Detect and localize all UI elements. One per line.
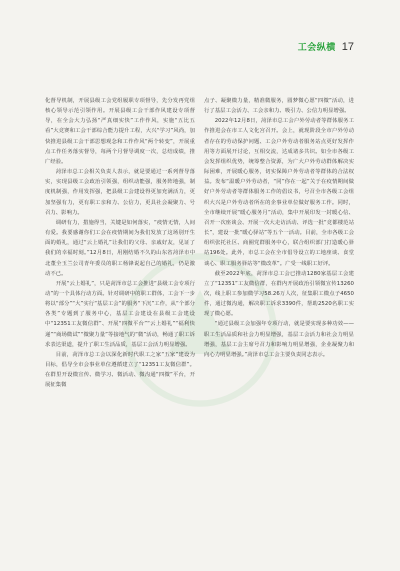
paragraph: 2022年12月8日，菏泽市总工会户外劳动者等群体服务工作推进会在市工人文化宫召开。会上，就现阶段全市户外劳动者存在的劳动保护问题、工会户外劳动者服务站点更好发挥作用等方面展开讨论，互相交流，达成诸多共识。如全市各级工会发挥组织优势，统筹整合资源，为广大户外劳动群体解决实际困难，开展暖心服务，切实保障户外劳动者等群体的合法权益。发布“温暖户外劳动者，“同”你在一起”关于在疫情期间做好户外劳动者等群体服务工作的倡议书，号召全市各级工会组织大兴是户外劳动者所在的企事业单位做好服务工作。同时，全市继续开展“暖心服务月”活动，集中开展印发一封暖心信、召开一次座谈会、开展一次大走访活动、评选一批“竞都楼范站长”，建设一批“暖心驿站”等五个一活动。目前，全市各级工会组织张托社区、商圈党群服务中心，联合组织部门打造暖心驿站196处。此外，市总工会在全市倡导设立的工地座谈、食堂谈心、职工服务驿站等“微改革”。广受一线职工好评。 [204,118,354,267]
paragraph: 目前，菏泽市总工会以深化新时代职工之家“五家”建设为目标，倡导全市会事业单位遵循建立了“12351工友微信群”。在群里开设微宣传、微学习、微活动、微沟通“四微”平台，开展征集微 [45,351,195,389]
paragraph: 菏泽市总工会相关负责人表示，就是要通过一系列督导落实，实现县级工会政治引领强，组织动能强，服务阵地强，制度机制强，作用发挥强，把县级工会建设得更加充满活力，更加坚强有力，更有职工亲和力、公信力，更具社会凝聚力、号召力、影响力。 [45,169,195,216]
paragraph: “通过县级工会加强年专项行动，就是要实现多种功效——职工生活品质和社会力明显增强，基层工会活力和社会力明显增强，基层工会主席号召力和影响力明显增强，企业凝聚力和向心力明显增强。”菏泽市总工会主要负责同志表示。 [204,321,354,358]
paragraph: 开展“云上婚礼”，只是菏泽市总工会推进“县级工会专项行动”的一个具体行动方面。针对调研中的职工群体，工会下一步将以“部分”“大”实行“基层工会”的服务“下沉”工作，从“个部分各类”专题到了服务中心，基层工会建设在县级工会建设中“12351工友微信群”、开展“四微平台”“云上婚礼”“福利快递”“商场微试”“微聚力量”等接地气的“微”活动，畅通了职工诉求表达渠道，提升了职工生活品质，基层工会活力明显增强。 [45,280,195,348]
paragraph: 点子、凝聚微力量，精准微服务，圆梦微心愿“四微”活动，进行了基层工会活力、工会亲和力、吸引力、公信力明显增强。 [204,98,354,115]
paragraph: 调研有力，措施得当，关键是如何落实，“疫情无情，人间有爱。我要感谢你们工会在疫情期间为我们发放了这场别开生面的婚礼，通过“云上婚礼”让我们的父母、亲戚好友，见证了我们的幸福时刻。”12月8日，用刚结婚不久的山东省菏泽市中北董全玉兰公司青年委员的职工杨锋说起自己的婚礼，仍是激动不已。 [45,219,195,277]
left-column [45,96,195,391]
page-header [298,40,354,53]
paragraph: 化督导机制，开展县级工会党组履职专项督导，先分发再党组核心领导示范引领作用。开展县级工会干部作风建设专项督导，在全会大力弘扬“严真细实快”工作作风，实施“五比五看”大竞赛和工会干部综合能力提升工程，大兴“学习”风尚，加快推进县级工会干部思想观念和工作作风“两个转变”，开展重点工作任务落实督导，每两个月督导调度一次，总结成绩，推广经验。 [45,98,195,165]
page-number: 17 [341,40,354,53]
section-title: 工会纵横 [297,43,336,53]
right-column [204,96,354,360]
paragraph: 截至2022年底，菏泽市总工会已推动1280家基层工会建立了“12351”工友微信群，在群内开展政治引领微宣传13260次，线上职工参加微学习58.26万人次，征集职工微点子4650件，通过微沟通，解决职工诉求3390件，帮助2520名职工实现了微心愿。 [204,270,354,318]
